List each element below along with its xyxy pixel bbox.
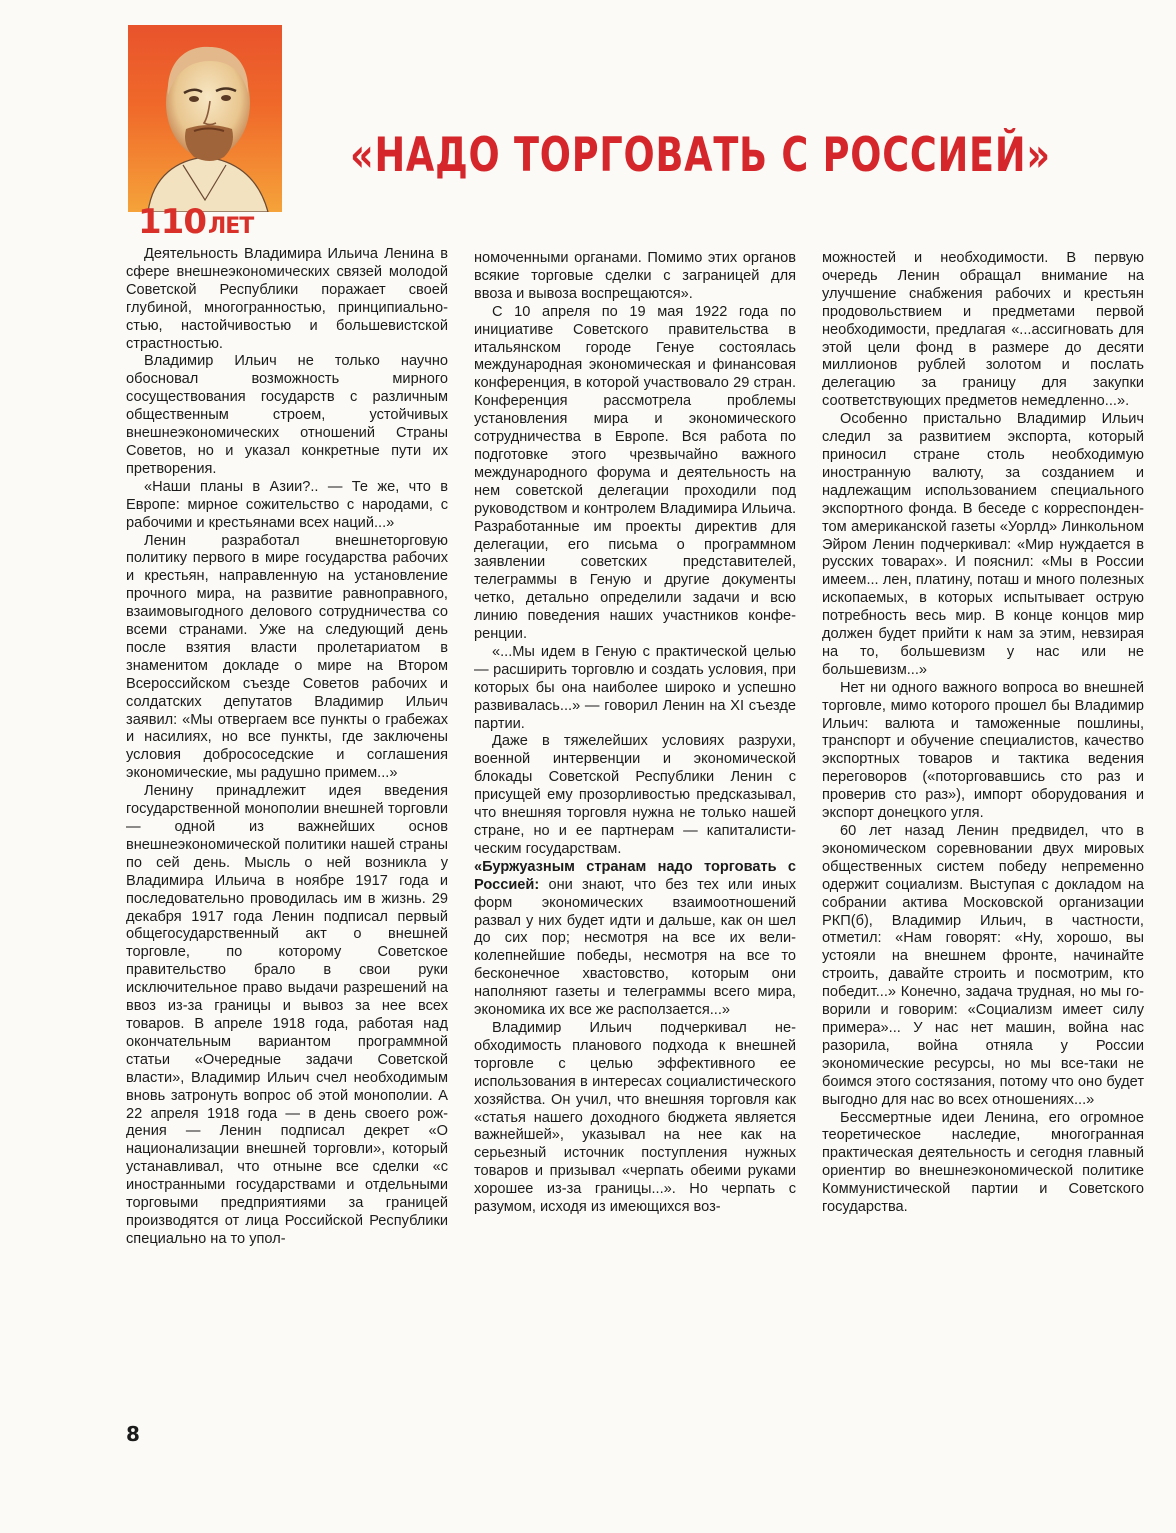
paragraph: Владимир Ильич подчеркивал необходимость планового подхода к внешней торговле с целью эффективного ее использования в интересах социалистического хозяйства. Он учил, что внешняя торговля как «статья нашего доходного бюджета является важнейшей», указывал на нее как на серьезный источник поступления нужных товаров и призывал «черпать обеими руками хорошее из-за границы...». Но черпать с разумом, исходя из имеющихся воз-: [474, 1019, 796, 1216]
paragraph: Даже в тяжелейших условиях разрухи, военной интервенции и экономической блокады Советской Республики Ленин с присущей ему прозорливостью предсказывал, что внешняя торговля нужна не только нашей стране, но и ее партнерам — капиталистическим государствам.: [474, 733, 796, 857]
text-column-2: [474, 250, 796, 1217]
paragraph: Деятельность Владимира Ильича Ленина в сфере внешнеэкономических связей молодой Советской Республики поражает своей глубиной, многогранностью, принципиальностью, настойчивостью и большевистской страстностью.: [126, 246, 448, 352]
paragraph: Владимир Ильич не только научно обосновал возможность мирного сосуществования государств с различным общественным строем, устойчивых внешнеэкономических отношений Страны Советов, но и указал конкретные пути их претворения.: [126, 353, 448, 477]
paragraph: Особенно пристально Владимир Ильич следил за развитием экспорта, который приносил стране столь необходимую иностранную валюту, за созданием и надлежащим использованием специального экспортного фонда. В беседе с корреспондентом американской газеты «Уорлд» Линкольном Эйром Ленин подчеркивал: «Мир нуждается в русских товарах». И пояснил: «Мы в России имеем... лен, платину, поташ и много полезных ископаемых, в которых испытывает острую потребность весь мир. В конце концов мир должен будет прийти к нам за этим, невзирая на то, большевизм у нас или не большевизм...»: [822, 411, 1144, 678]
anniversary-word: ЛЕТ: [207, 214, 254, 239]
text-column-3: [822, 250, 1144, 1217]
paragraph: Ленин разработал внешнеторговую политику первого в мире государства рабочих и крестьян, направленную на установление прочного мира, на развитие равноправного, взаимовыгодного делового сотрудничества со всеми странами. Уже на следующий день после взятия власти пролетариатом в знаменитом докладе о мире на Втором Всероссийском съезде Советов рабочих и солдатских депутатов Владимир Ильич заявил: «Мы отвергаем все пункты о грабежах и насилиях, но все пункты, где заключены условия добрососедские и соглашения экономические, мы радушно примем...»: [126, 532, 448, 782]
lenin-portrait: [128, 25, 282, 212]
paragraph: Ленину принадлежит идея введения государственной монополии внешней торговли — одной из важнейших основ внешнеэкономической политики нашей страны по сей день. Мысль о ней возникла у Владимира Ильича в ноябре 1917 года и последовательно проводилась им в жизнь. 29 декабря 1917 года Ленин подписал первый общегосударственный акт о внешней торговле, по которому Советское правительство брало в свои руки исключительное право выдачи разрешений на ввоз из-за границы и вывоз за нее всех товаров. В апреле 1918 года, работая над окончательным вариантом программной статьи «Очередные задачи Советской власти», Владимир Ильич счел необходимым вновь затронуть вопрос об этой монополии. А 22 апреля 1918 года — в день своего рождения — Ленин подписал декрет «О национализации внешней торговли», который устанавливал, что отныне все сделки «с иностранными государствами и отдельными торговыми предприятиями за границей производятся от лица Российской Республики специально на то упол-: [126, 783, 448, 1247]
article-headline: «НАДО ТОРГОВАТЬ С РОССИЕЙ»: [350, 128, 1051, 183]
paragraph: «Наши планы в Азии?.. — Те же, что в Европе: мирное сожительство с народами, с рабочими и крестьянами всех наций...»: [126, 478, 448, 531]
paragraph: номоченными органами. Помимо этих органов всякие торговые сделки с заграницей для ввоза и вывоза воспрещаются».: [474, 250, 796, 302]
paragraph: можностей и необходимости. В первую очередь Ленин обращал внимание на улучшение снабжения рабочих и крестьян продовольствием и предметами первой необходимости, предлагая «...ассигновать для этой цели фонд в размере до десяти миллионов рублей золотом и послать делегацию за границу для закупки соответствующих предметов немедленно...».: [822, 250, 1144, 410]
anniversary-badge: [138, 202, 254, 242]
anniversary-number: 110: [138, 202, 206, 242]
text-column-1: [126, 246, 448, 1249]
paragraph: Нет ни одного важного вопроса во внешней торговле, мимо которого прошел бы Владимир Ильич: валюта и таможенные пошлины, транспорт и обучение специалистов, качество экспортных товаров и тактика ведения переговоров («поторговавшись сто раз и проверив сто раз»), импорт оборудования и экспорт донецкого угля.: [822, 679, 1144, 822]
page-number: 8: [126, 1422, 140, 1446]
paragraph-with-bold-quote: [474, 859, 796, 1020]
paragraph: С 10 апреля по 19 мая 1922 года по инициативе Советского правительства в итальянском городе Генуе состоялась международная экономическая и финансовая конференция, в которой участвовало 29 стран. Конференция рассмотрела проблемы установления мира и экономического сотрудничества в Европе. Вся работа по подготовке этого чрезвычайно важного международного форума и деятельность на нем советской делегации проходили под руководством и контролем Владимира Ильича. Разработанные им проекты директив для делегации, его письма о программном заявлении советских представителей, телеграммы в Геную и другие документы четко, детально определили задачи и всю линию поведения наших участников конференции.: [474, 303, 796, 643]
paragraph: 60 лет назад Ленин предвидел, что в экономическом соревновании двух мировых общественных систем победу непременно одержит социализм. Выступая с докладом на собрании актива Московской организации РКП(б), Владимир Ильич, в частности, отметил: «Нам говорят: «Ну, хорошо, вы устояли на внешнем фронте, начинайте строить, давайте строить и посмотрим, кто победит...» Конечно, задача трудная, но мы говорили и говорим: «Социализм имеет силу примера»... У нас нет машин, война нас разорила, война отняла у России экономические ресурсы, но мы все-таки не боимся этого состязания, потому что оно будет выгодно для нас во всех отношениях...»: [822, 823, 1144, 1108]
bold-quote: «Буржуазным странам надо торговать с Россией:: [474, 858, 796, 893]
paragraph-text: они знают, что без тех или иных форм экономических взаимоотношений развал у них будет идти и дальше, как он шел до сих пор; несмотря на все их великолепнейшие победы, несмотря на все то бесконечное хвастовство, которым они наполняют газеты и телеграммы всего мира, экономика их все же расползается...»: [474, 876, 796, 1019]
portrait-of-lenin-icon: [128, 25, 282, 212]
paragraph: «...Мы идем в Геную с практической целью — расширить торговлю и создать условия, при которых бы она наиболее широко и успешно развивалась...» — говорил Ленин на XI съезде партии.: [474, 643, 796, 732]
paragraph: Бессмертные идеи Ленина, его огромное теоретическое наследие, многогранная практическая деятельность и сегодня главный ориентир во внешнеэкономической политике Коммунистической партии и Советского государства.: [822, 1109, 1144, 1216]
